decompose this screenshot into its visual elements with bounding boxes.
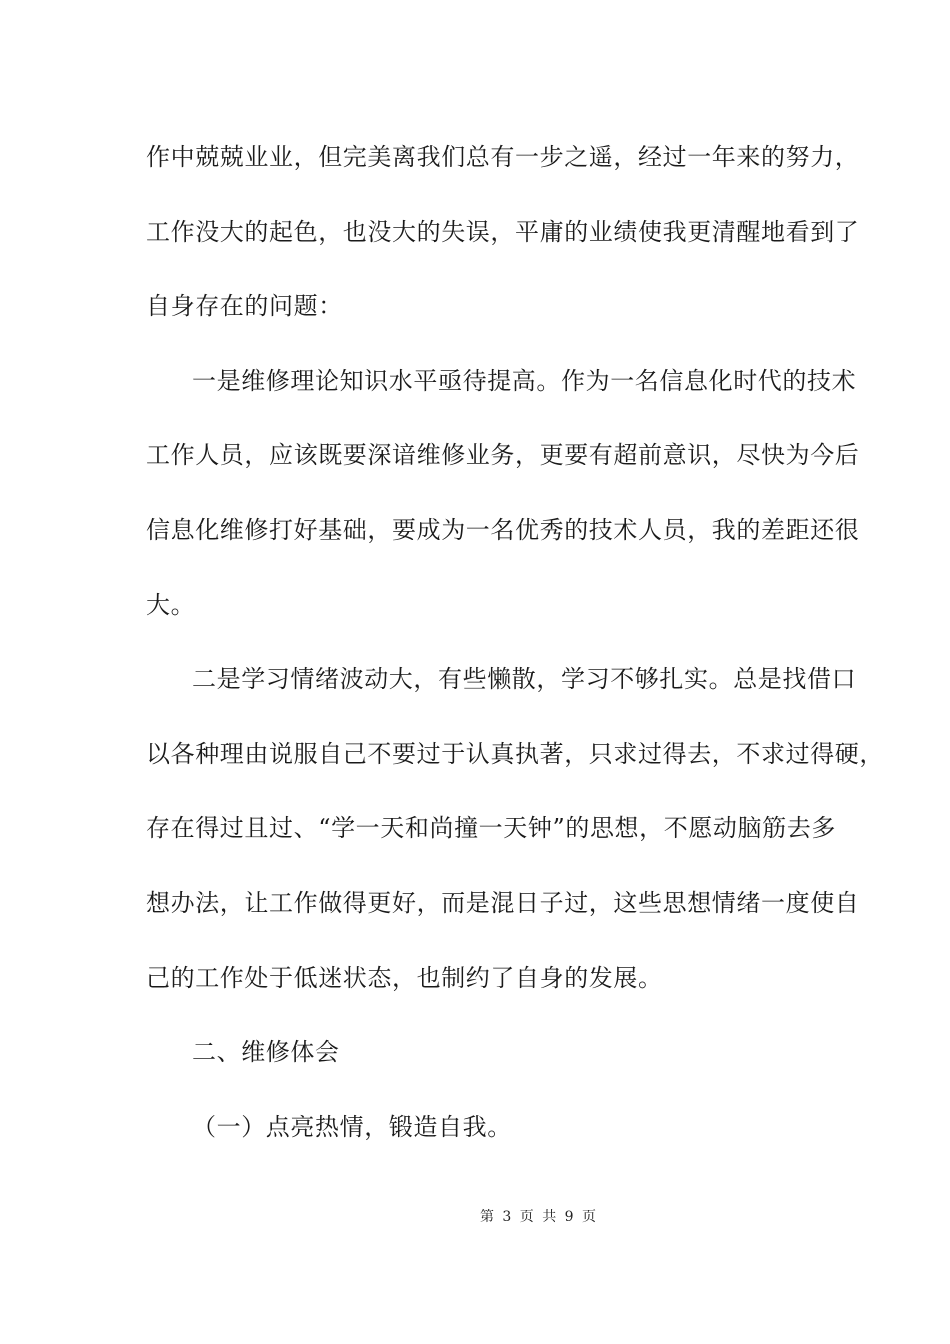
text-line: 以各种理由说服自己不要过于认真执著，只求过得去，不求过得硬， bbox=[146, 739, 884, 768]
page-number-footer: 第 3 页 共 9 页 bbox=[479, 1209, 599, 1225]
text-line: 信息化维修打好基础，要成为一名优秀的技术人员，我的差距还很 bbox=[146, 515, 860, 544]
section-heading: 二、维修体会 bbox=[192, 1038, 340, 1067]
text-line: 工作人员，应该既要深谙维修业务，更要有超前意识，尽快为今后 bbox=[146, 441, 860, 470]
text-line: 二是学习情绪波动大，有些懒散，学习不够扎实。总是找借口 bbox=[192, 665, 857, 694]
text-line: 自身存在的问题： bbox=[146, 292, 343, 321]
text-line: 作中兢兢业业，但完美离我们总有一步之遥，经过一年来的努力， bbox=[146, 143, 860, 171]
text-line: 一是维修理论知识水平亟待提高。作为一名信息化时代的技术 bbox=[192, 366, 857, 395]
text-line: 工作没大的起色，也没大的失误，平庸的业绩使我更清醒地看到了 bbox=[146, 217, 860, 246]
subsection-heading: （一）点亮热情，锻造自我。 bbox=[192, 1112, 512, 1141]
text-line: 想办法，让工作做得更好，而是混日子过，这些思想情绪一度使自 bbox=[146, 888, 860, 917]
body-text bbox=[146, 132, 884, 1176]
text-line: 大。 bbox=[146, 590, 196, 619]
text-line: 存在得过且过、“学一天和尚撞一天钟”的思想，不愿动脑筋去多 bbox=[146, 814, 836, 843]
text-line: 己的工作处于低迷状态，也制约了自身的发展。 bbox=[146, 963, 663, 992]
